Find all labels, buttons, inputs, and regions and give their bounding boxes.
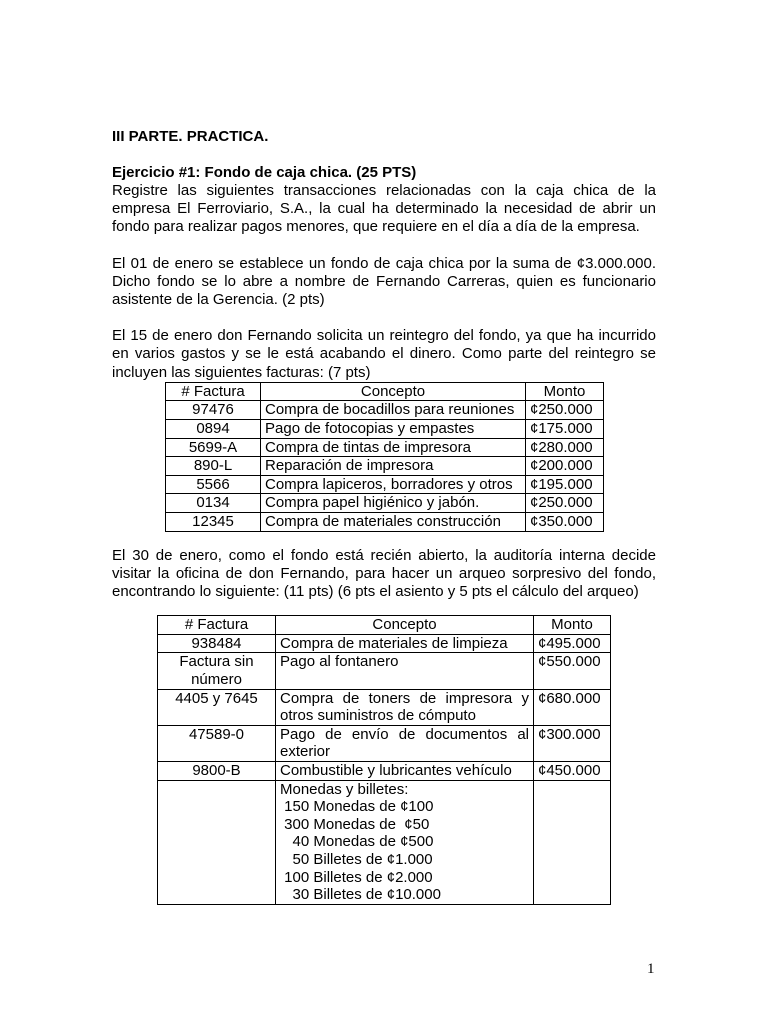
cell-monto: ¢250.000 <box>526 494 604 513</box>
cell-monto: ¢250.000 <box>526 401 604 420</box>
table-row <box>166 494 604 513</box>
cell-concepto: Pago de envío de documentos al exterior <box>276 725 534 761</box>
cell-monto: ¢175.000 <box>526 420 604 439</box>
exercise-title: Ejercicio #1: Fondo de caja chica. (25 PTS) <box>112 164 417 181</box>
cash-item: 300 Monedas de ¢50 <box>280 815 430 833</box>
table-row <box>166 475 604 494</box>
cell-monto: ¢550.000 <box>534 653 611 689</box>
cash-item: 100 Billetes de ¢2.000 <box>280 868 433 886</box>
paragraph-jan01: El 01 de enero se establece un fondo de caja chica por la suma de ¢3.000.000. Dicho fondo se lo abre a nombre de Fernando Carreras, quien es funcionario asistente de la Gerencia. (2 pts) <box>112 254 656 309</box>
cell-concepto: Compra de materiales construcción <box>261 512 526 531</box>
cell-concepto: Compra de tintas de impresora <box>261 438 526 457</box>
header-concepto: Concepto <box>261 382 526 401</box>
paragraph-jan30: El 30 de enero, como el fondo está recién abierto, la auditoría interna decide visitar la oficina de don Fernando, para hacer un arqueo sorpresivo del fondo, encontrando lo siguiente: (11 pts) (6 pts el asiento y 5 pts el cálculo del arqueo) <box>112 546 656 600</box>
cell-monto: ¢680.000 <box>534 689 611 725</box>
cell-concepto: Reparación de impresora <box>261 457 526 476</box>
cash-item: 40 Monedas de ¢500 <box>280 833 434 851</box>
cell-concepto: Combustible y lubricantes vehículo <box>276 761 534 780</box>
paragraph-intro: Registre las siguientes transacciones relacionadas con la caja chica de la empresa El Ferroviario, S.A., la cual ha determinado la necesidad de abrir un fondo para realizar pagos menores, que requiere en el día a día de la empresa. <box>112 182 656 236</box>
header-factura: # Factura <box>158 616 276 635</box>
table-row <box>158 634 611 653</box>
cell-factura: 97476 <box>166 401 261 420</box>
cell-factura: 4405 y 7645 <box>158 689 276 725</box>
cell-factura: 12345 <box>166 512 261 531</box>
cell-factura: Factura sin número <box>158 653 276 689</box>
cell-concepto: Pago al fontanero <box>276 653 534 689</box>
cell-concepto: Compra lapiceros, borradores y otros <box>261 475 526 494</box>
paragraph-jan15: El 15 de enero don Fernando solicita un reintegro del fondo, ya que ha incurrido en varios gastos y se le está acabando el dinero. Como parte del reintegro se incluyen las siguientes facturas: (7 pts) <box>112 327 656 381</box>
cell-monto: ¢300.000 <box>534 725 611 761</box>
invoice-table-reimbursement <box>165 382 604 532</box>
table-row <box>166 401 604 420</box>
cell-monto: ¢350.000 <box>526 512 604 531</box>
cell-concepto: Compra de bocadillos para reuniones <box>261 401 526 420</box>
table-header-row <box>158 616 611 635</box>
cell-factura: 0894 <box>166 420 261 439</box>
cell-factura: 5699-A <box>166 438 261 457</box>
cash-title: Monedas y billetes: <box>280 780 409 798</box>
table-header-row <box>166 382 604 401</box>
cell-monto: ¢200.000 <box>526 457 604 476</box>
cell-concepto: Compra de toners de impresora y otros suministros de cómputo <box>276 689 534 725</box>
header-concepto: Concepto <box>276 616 534 635</box>
cell-factura: 938484 <box>158 634 276 653</box>
table-row <box>166 457 604 476</box>
cash-item: 150 Monedas de ¢100 <box>280 798 434 816</box>
cell-factura: 5566 <box>166 475 261 494</box>
table-row <box>158 653 611 689</box>
cell-monto: ¢195.000 <box>526 475 604 494</box>
table-row <box>158 761 611 780</box>
invoice-table-audit <box>157 615 611 905</box>
table-row <box>166 420 604 439</box>
cell-monto: ¢450.000 <box>534 761 611 780</box>
table-row <box>166 512 604 531</box>
cell-monto: ¢495.000 <box>534 634 611 653</box>
header-factura: # Factura <box>166 382 261 401</box>
cell-concepto: Compra papel higiénico y jabón. <box>261 494 526 513</box>
header-monto: Monto <box>526 382 604 401</box>
cash-row <box>158 780 611 904</box>
cell-factura: 47589-0 <box>158 725 276 761</box>
document-page <box>112 128 656 905</box>
table-row <box>166 438 604 457</box>
cell-monto: ¢280.000 <box>526 438 604 457</box>
cash-count-cell <box>276 780 534 904</box>
cash-item: 30 Billetes de ¢10.000 <box>280 886 441 904</box>
cell-factura: 0134 <box>166 494 261 513</box>
cell-concepto: Compra de materiales de limpieza <box>276 634 534 653</box>
cell-concepto: Pago de fotocopias y empastes <box>261 420 526 439</box>
table-row <box>158 689 611 725</box>
cell-factura: 890-L <box>166 457 261 476</box>
cell-factura: 9800-B <box>158 761 276 780</box>
page-number: 1 <box>647 961 655 977</box>
table-row <box>158 725 611 761</box>
section-heading: III PARTE. PRACTICA. <box>112 128 269 145</box>
header-monto: Monto <box>534 616 611 635</box>
cash-item: 50 Billetes de ¢1.000 <box>280 850 433 868</box>
